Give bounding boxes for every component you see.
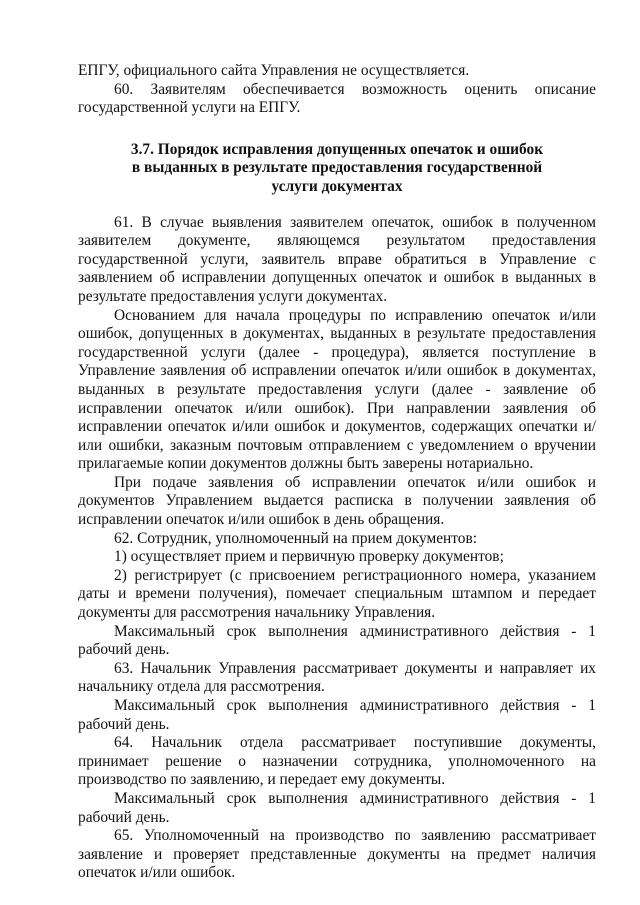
section-heading (78, 141, 596, 197)
section-heading-line: 3.7. Порядок исправления допущенных опечаток и ошибок (130, 140, 544, 158)
paragraph: При подаче заявления об исправлении опечаток и/или ошибок и документов Управлением выдается расписка в получении заявления об исправлении опечаток и/или ошибок в день обращения. (78, 473, 596, 529)
paragraph: Максимальный срок выполнения административного действия - 1 рабочий день. (78, 697, 596, 733)
paragraph: 1) осуществляет прием и первичную проверку документов; (114, 548, 504, 566)
paragraph: Основанием для начала процедуры по исправлению опечаток и/или ошибок, допущенных в документах, выданных в результате предоставления государственной услуги (далее - процедура), является поступление в Управление заявления об исправлении опечаток и/или ошибок в документах, выданных в результате предоставления услуги (далее - заявление об исправлении опечаток и/или ошибок). При направлении заявления об исправлении опечаток и/или ошибок и документов, содержащих опечатки и/или ошибки, заказным почтовым отправлением с уведомлением о вручении прилагаемые копии документов должны быть заверены нотариально. (78, 306, 596, 473)
paragraph: Максимальный срок выполнения административного действия - 1 рабочий день. (78, 789, 596, 826)
paragraph: 2) регистрирует (с присвоением регистрационного номера, указанием даты и времени получения), помечает специальным штампом и передает документы для рассмотрения начальнику Управления. (78, 566, 596, 622)
paragraph: 64. Начальник отдела рассматривает поступившие документы, принимает решение о назначении сотрудника, уполномоченного на производство по заявлению, и передает ему документы. (78, 734, 596, 789)
paragraph: 65. Уполномоченный на производство по заявлению рассматривает заявление и проверяет представленные документы на предмет наличия опечаток и/или ошибок. (78, 827, 596, 882)
section-heading-line: услуги документах (271, 177, 403, 195)
paragraph: Максимальный срок выполнения административного действия - 1 рабочий день. (78, 622, 596, 659)
section-heading-line: в выданных в результате предоставления государственной (131, 159, 543, 177)
paragraph-top-1: 60. Заявителям обеспечивается возможность оценить описание государственной услуги на ЕПГУ. (78, 80, 596, 117)
document-page (78, 62, 596, 883)
paragraph: 63. Начальник Управления рассматривает документы и направляет их начальнику отдела для рассмотрения. (78, 659, 596, 696)
paragraph: 62. Сотрудник, уполномоченный на прием документов: (114, 529, 478, 547)
paragraph-top-0: ЕПГУ, официального сайта Управления не осуществляется. (78, 62, 470, 79)
paragraph: 61. В случае выявления заявителем опечаток, ошибок в полученном заявителем документе, являющемся результатом предоставления государственной услуги, заявитель вправе обратиться в Управление с заявлением об исправлении допущенных опечаток и ошибок в выданных в результате предоставления услуги документах. (78, 213, 596, 305)
